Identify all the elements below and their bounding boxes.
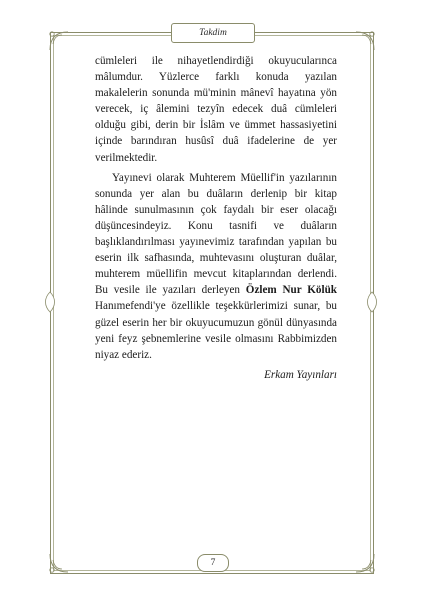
- paragraph: [95, 170, 337, 363]
- publisher-signature: Erkam Yayınları: [264, 369, 337, 381]
- paragraph: cümleleri ile nihayetlendirdiği okuyucularınca mâlumdur. Yüzlerce farklı konuda yazılan makalelerin sonunda mü'minin mânevî hayatına yön verecek, iç âlemini tezyîn edecek duâ cümleleri olduğu gibi, derin bir İslâm ve ümmet hassasiyetini içinde barındıran husûsî duâ ifadelerine de yer verilmektedir.: [95, 55, 337, 164]
- page-number-box: [197, 554, 229, 572]
- body-text: [95, 53, 337, 363]
- side-ornament-icon: [362, 290, 382, 314]
- side-ornament-icon: [40, 290, 60, 314]
- corner-ornament-icon: [350, 26, 380, 56]
- corner-ornament-icon: [44, 548, 74, 578]
- corner-ornament-icon: [350, 548, 380, 578]
- corner-ornament-icon: [44, 26, 74, 56]
- compiler-name: Özlem Nur Kölük: [245, 284, 337, 297]
- page-number: 7: [210, 558, 216, 568]
- paragraph-text: Hanımefendi'ye özellikle teşekkürlerimizi sunar, bu güzel eserin her bir okuyucumuzun gönül dünyasında yeni feyz şebnemlerine vesile olmasını Rabbimizden niyaz ederiz.: [95, 300, 337, 361]
- section-header: [171, 23, 255, 43]
- paragraph-text: Yayınevi olarak Muhterem Müellif'in yazılarının sonunda yer alan bu duâların derlenip bir kitap hâlinde sunulmasının çok faydalı bir eser olacağı düşüncesindeyiz. Konu tasnifi ve duâların başlıklandırılması yayınevimiz tarafından yapılan bu eserin ilk safhasında, muhtevasını oluşturan duâlar, muhterem müellifin mevcut kitaplarından derlendi. Bu vesile ile yazıları derleyen: [95, 171, 337, 297]
- section-title: Takdim: [199, 28, 227, 38]
